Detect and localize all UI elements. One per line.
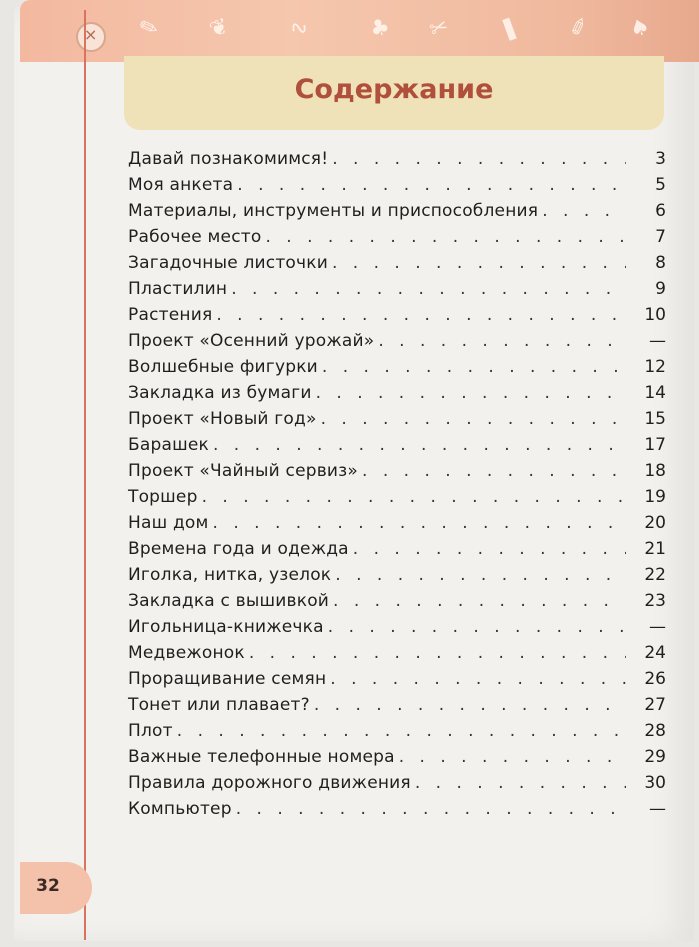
toc-entry-page: 21 <box>644 539 666 559</box>
toc-leader-dots <box>249 640 626 666</box>
table-of-contents <box>128 146 666 822</box>
toc-entry-page: 23 <box>644 591 666 611</box>
glue-icon: ❚ <box>496 13 523 44</box>
toc-entry-page: 22 <box>644 565 666 585</box>
toc-entry <box>128 354 666 380</box>
toc-entry-page: 19 <box>644 487 666 507</box>
toc-leader-dots <box>330 666 626 692</box>
toc-entry-title: Тонет или плавает? <box>128 695 310 715</box>
toc-entry <box>128 458 666 484</box>
toc-entry-title: Компьютер <box>128 799 232 819</box>
toc-leader-dots <box>237 172 626 198</box>
toc-leader-dots <box>335 562 626 588</box>
toc-entry <box>128 406 666 432</box>
toc-entry <box>128 692 666 718</box>
toc-entry <box>128 718 666 744</box>
toc-entry <box>128 380 666 406</box>
page-title: Содержание <box>294 74 494 105</box>
toc-entry-page: 7 <box>655 227 666 247</box>
toc-leader-dots <box>236 796 626 822</box>
toc-leader-dots <box>202 484 626 510</box>
toc-entry-page: 14 <box>644 383 666 403</box>
brush-icon: ✐ <box>566 13 593 44</box>
toc-entry-title: Рабочее место <box>128 227 262 247</box>
toc-leader-dots <box>322 354 626 380</box>
toc-entry-title: Медвежонок <box>128 643 245 663</box>
mushroom-icon: ♠ <box>626 13 654 44</box>
toc-leader-dots <box>332 146 626 172</box>
toc-entry-title: Важные телефонные номера <box>128 747 395 767</box>
toc-entry-title: Загадочные листочки <box>128 253 328 273</box>
toc-entry-title: Правила дорожного движения <box>128 773 411 793</box>
toc-leader-dots <box>362 458 626 484</box>
toc-entry <box>128 172 666 198</box>
toc-leader-dots <box>542 198 626 224</box>
toc-entry-page: 17 <box>644 435 666 455</box>
toc-entry-page: 28 <box>644 721 666 741</box>
toc-entry-page: 18 <box>644 461 666 481</box>
toc-entry <box>128 250 666 276</box>
toc-entry-title: Барашек <box>128 435 209 455</box>
toc-entry-title: Моя анкета <box>128 175 234 195</box>
page-number: 32 <box>36 876 60 896</box>
toc-leader-dots <box>328 614 626 640</box>
toc-leader-dots <box>333 588 626 614</box>
toc-entry <box>128 640 666 666</box>
swirl-icon: ∿ <box>286 13 313 44</box>
toc-entry <box>128 432 666 458</box>
toc-leader-dots <box>216 302 626 328</box>
toc-leader-dots <box>332 250 626 276</box>
toc-leader-dots <box>378 328 626 354</box>
toc-entry-page: 6 <box>655 201 666 221</box>
toc-entry-page: 10 <box>644 305 666 325</box>
toc-entry <box>128 588 666 614</box>
toc-entry-title: Материалы, инструменты и приспособления <box>128 201 539 221</box>
toc-entry-title: Времена года и одежда <box>128 539 349 559</box>
leaf-icon: ❦ <box>206 13 233 44</box>
toc-entry-page: — <box>649 617 666 637</box>
toc-leader-dots <box>231 276 626 302</box>
toc-entry-page: 9 <box>655 279 666 299</box>
toc-leader-dots <box>399 744 626 770</box>
title-band <box>124 56 664 130</box>
toc-entry-title: Растения <box>128 305 213 325</box>
toc-leader-dots <box>321 406 626 432</box>
toc-leader-dots <box>415 770 626 796</box>
toc-entry-title: Закладка из бумаги <box>128 383 312 403</box>
toc-leader-dots <box>213 510 626 536</box>
toc-entry-page: — <box>649 331 666 351</box>
mushroom-icon: ♣ <box>366 13 394 44</box>
toc-entry-title: Проект «Новый год» <box>128 409 317 429</box>
toc-entry-page: 12 <box>644 357 666 377</box>
toc-entry-page: 15 <box>644 409 666 429</box>
toc-entry-page: 5 <box>655 175 666 195</box>
toc-leader-dots <box>177 718 626 744</box>
toc-entry-page: 20 <box>644 513 666 533</box>
toc-entry-page: 3 <box>655 149 666 169</box>
toc-entry-title: Пластилин <box>128 279 228 299</box>
toc-entry-title: Плот <box>128 721 173 741</box>
toc-entry-title: Наш дом <box>128 513 209 533</box>
toc-entry <box>128 510 666 536</box>
toc-entry <box>128 146 666 172</box>
toc-entry <box>128 328 666 354</box>
pencil-icon: ✎ <box>136 13 163 44</box>
toc-entry-title: Торшер <box>128 487 198 507</box>
decorative-header-strip <box>20 0 699 62</box>
scissors-icon: ✂ <box>426 13 453 44</box>
toc-leader-dots <box>213 432 626 458</box>
toc-entry <box>128 198 666 224</box>
toc-leader-dots <box>316 380 626 406</box>
toc-entry-title: Проект «Осенний урожай» <box>128 331 375 351</box>
toc-entry <box>128 796 666 822</box>
toc-leader-dots <box>353 536 626 562</box>
toc-entry <box>128 276 666 302</box>
toc-entry <box>128 562 666 588</box>
toc-entry-page: — <box>649 799 666 819</box>
toc-entry-title: Проект «Чайный сервиз» <box>128 461 359 481</box>
toc-entry <box>128 614 666 640</box>
toc-entry-title: Давай познакомимся! <box>128 149 329 169</box>
toc-entry <box>128 744 666 770</box>
toc-entry-page: 8 <box>655 253 666 273</box>
toc-leader-dots <box>265 224 626 250</box>
toc-entry <box>128 536 666 562</box>
toc-entry <box>128 770 666 796</box>
toc-entry <box>128 224 666 250</box>
toc-entry <box>128 666 666 692</box>
toc-entry-title: Проращивание семян <box>128 669 327 689</box>
toc-entry-title: Закладка с вышивкой <box>128 591 330 611</box>
toc-entry <box>128 484 666 510</box>
toc-entry-title: Иголка, нитка, узелок <box>128 565 332 585</box>
toc-entry <box>128 302 666 328</box>
toc-entry-title: Игольница-книжечка <box>128 617 324 637</box>
toc-leader-dots <box>314 692 626 718</box>
toc-entry-page: 24 <box>644 643 666 663</box>
toc-entry-page: 26 <box>644 669 666 689</box>
toc-entry-page: 30 <box>644 773 666 793</box>
toc-entry-page: 27 <box>644 695 666 715</box>
toc-entry-page: 29 <box>644 747 666 767</box>
toc-entry-title: Волшебные фигурки <box>128 357 318 377</box>
craft-icons-row <box>50 10 689 50</box>
margin-rule <box>84 10 86 940</box>
